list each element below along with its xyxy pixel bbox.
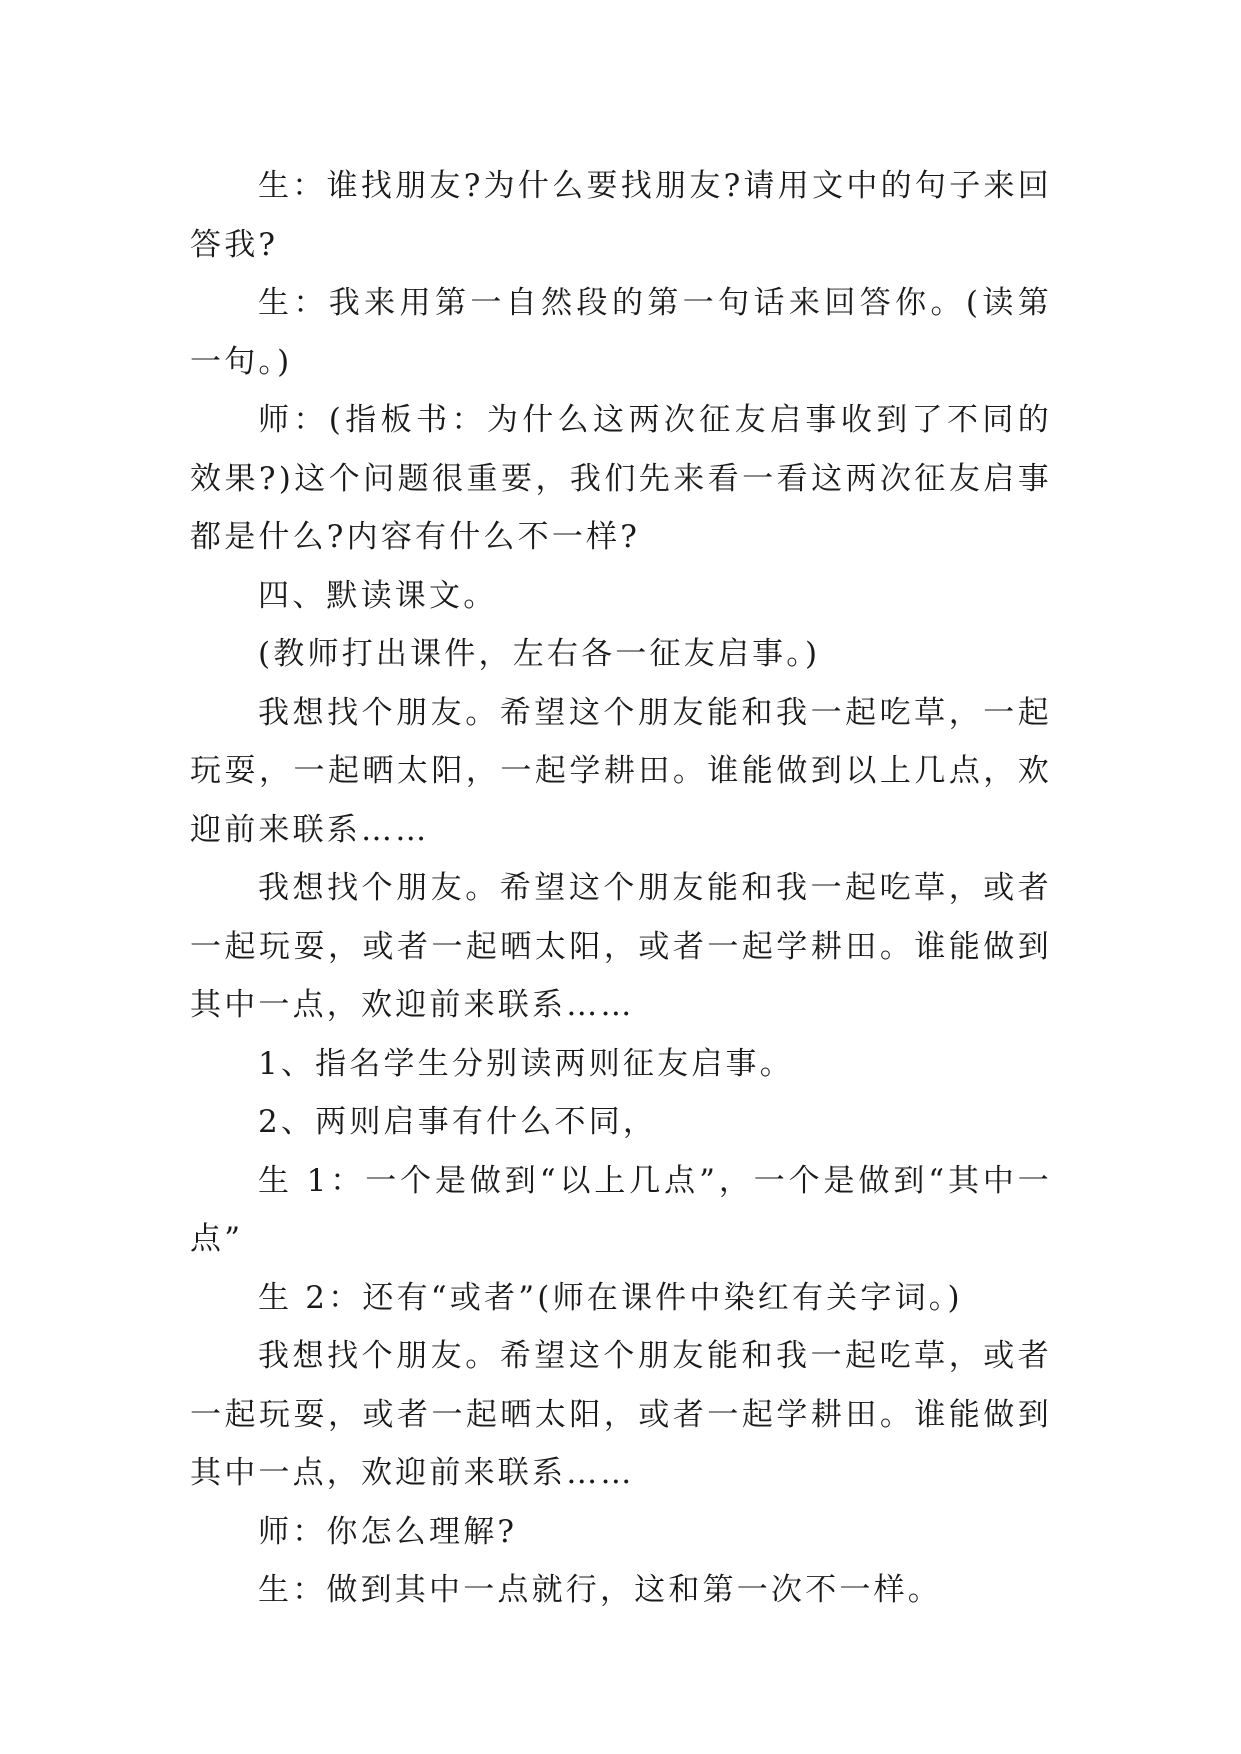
section-heading-4: 四、默读课文。: [258, 577, 498, 614]
document-body: [190, 157, 1052, 1620]
paragraph-2: 生：我来用第一自然段的第一句话来回答你。(读第一句。): [190, 285, 1052, 380]
student-2-answer: 生 2：还有“或者”(师在课件中染红有关字词。): [258, 1279, 963, 1316]
notice-first: 我想找个朋友。希望这个朋友能和我一起吃草，一起玩耍，一起晒太阳，一起学耕田。谁能做到以上几点，欢迎前来联系……: [190, 694, 1052, 848]
student-1-answer: 生 1：一个是做到“以上几点”，一个是做到“其中一点”: [190, 1162, 1052, 1257]
paragraph-5: (教师打出课件，左右各一征友启事。): [258, 636, 821, 672]
notice-second: 我想找个朋友。希望这个朋友能和我一起吃草，或者一起玩耍，或者一起晒太阳，或者一起学耕田。谁能做到其中一点，欢迎前来联系……: [190, 870, 1052, 1023]
paragraph-3: 师：(指板书：为什么这两次征友启事收到了不同的效果?)这个问题很重要，我们先来看一看这两次征友启事都是什么?内容有什么不一样?: [190, 402, 1052, 555]
student-answer: 生：做到其中一点就行，这和第一次不一样。: [258, 1572, 942, 1608]
teacher-question: 师：你怎么理解?: [258, 1513, 518, 1550]
step-1: 1、指名学生分别读两则征友启事。: [258, 1045, 794, 1082]
notice-second-repeat: 我想找个朋友。希望这个朋友能和我一起吃草，或者一起玩耍，或者一起晒太阳，或者一起学耕田。谁能做到其中一点，欢迎前来联系……: [190, 1338, 1052, 1491]
paragraph-1: 生：谁找朋友?为什么要找朋友?请用文中的句子来回答我?: [190, 168, 1052, 263]
step-2: 2、两则启事有什么不同，: [258, 1104, 658, 1140]
